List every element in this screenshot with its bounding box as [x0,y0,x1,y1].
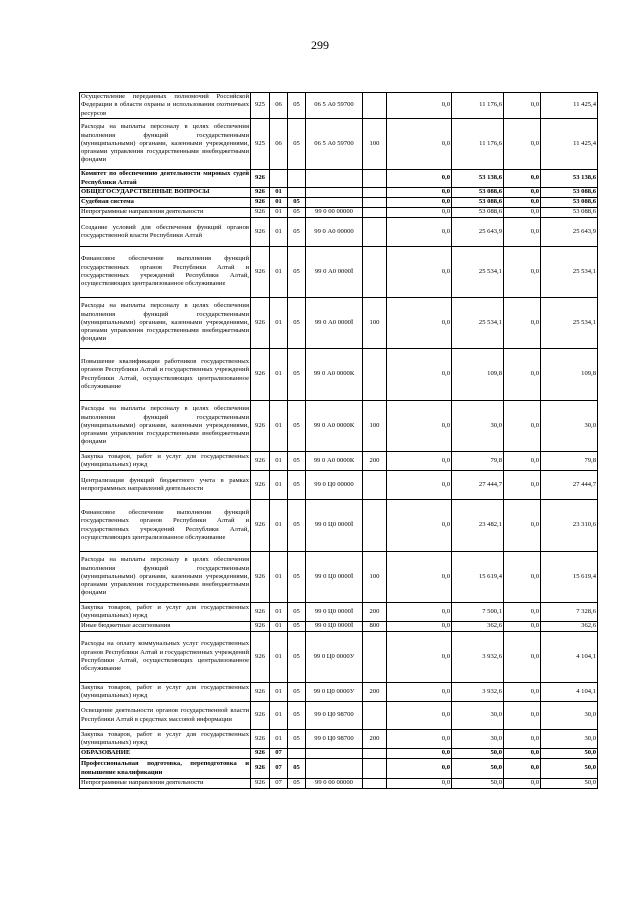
expense-type-cell: 200 [363,730,387,749]
subsection-code-cell: 05 [288,218,306,247]
amount-1-cell: 0,0 [387,452,452,471]
target-article-cell: 99 0 Ц0 0000Ї [306,622,363,632]
amount-3-cell: 0,0 [504,702,541,730]
table-row [80,198,598,208]
grbs-code-cell: 926 [251,500,270,552]
amount-4-cell: 25 534,1 [541,298,598,349]
amount-4-cell: 79,8 [541,452,598,471]
amount-4-cell: 50,0 [541,759,598,779]
table-row [80,208,598,218]
amount-3-cell: 0,0 [504,759,541,779]
section-code-cell: 07 [270,749,288,759]
amount-2-cell: 30,0 [452,401,504,452]
amount-2-cell: 30,0 [452,702,504,730]
amount-3-cell: 0,0 [504,452,541,471]
amount-4-cell: 30,0 [541,730,598,749]
amount-2-cell: 50,0 [452,759,504,779]
section-code-cell: 01 [270,603,288,622]
row-name-cell: Расходы на выплаты персоналу в целях обеспечения выполнения функций государственными (муниципальными) органами, казенными учреждениями, органами управления государственными внебюджетными фондами [80,401,251,452]
grbs-code-cell: 926 [251,170,270,188]
amount-1-cell: 0,0 [387,170,452,188]
row-name-cell: Расходы на выплаты персоналу в целях обеспечения выполнения функций государственными (муниципальными) органами, казенными учреждениями, органами управления государственными внебюджетными фондами [80,552,251,603]
amount-2-cell: 79,8 [452,452,504,471]
subsection-code-cell: 05 [288,471,306,500]
section-code-cell: 01 [270,401,288,452]
amount-2-cell: 53 088,6 [452,208,504,218]
amount-3-cell: 0,0 [504,170,541,188]
amount-1-cell: 0,0 [387,401,452,452]
subsection-code-cell: 05 [288,730,306,749]
grbs-code-cell: 926 [251,208,270,218]
target-article-cell: 06 5 А0 59700 [306,93,363,119]
amount-3-cell: 0,0 [504,471,541,500]
expense-type-cell [363,749,387,759]
row-name-cell: ОБРАЗОВАНИЕ [80,749,251,759]
grbs-code-cell: 926 [251,247,270,298]
row-name-cell: Освещение деятельности органов государственной власти Республики Алтай в средствах массовой информации [80,702,251,730]
expense-type-cell [363,93,387,119]
amount-4-cell: 7 328,6 [541,603,598,622]
budget-table-body [80,93,598,789]
amount-3-cell: 0,0 [504,349,541,401]
amount-3-cell: 0,0 [504,779,541,789]
table-row [80,759,598,779]
target-article-cell: 99 0 А0 0000Ї [306,247,363,298]
amount-4-cell: 53 138,6 [541,170,598,188]
amount-3-cell: 0,0 [504,622,541,632]
amount-4-cell: 50,0 [541,749,598,759]
amount-4-cell: 362,6 [541,622,598,632]
table-row [80,749,598,759]
grbs-code-cell: 925 [251,93,270,119]
row-name-cell: Закупка товаров, работ и услуг для государственных (муниципальных) нужд [80,683,251,702]
amount-1-cell: 0,0 [387,730,452,749]
grbs-code-cell: 926 [251,730,270,749]
amount-4-cell: 30,0 [541,702,598,730]
amount-2-cell: 53 088,6 [452,198,504,208]
table-row [80,349,598,401]
grbs-code-cell: 926 [251,198,270,208]
expense-type-cell [363,208,387,218]
subsection-code-cell [288,749,306,759]
section-code-cell: 07 [270,759,288,779]
row-name-cell: Комитет по обеспечению деятельности мировых судей Республики Алтай [81,170,249,186]
table-row [80,779,598,789]
table-row [80,170,598,188]
section-code-cell: 01 [270,730,288,749]
target-article-cell: 99 0 Ц0 0000Ї [306,552,363,603]
section-code-cell: 01 [270,500,288,552]
amount-2-cell: 3 932,6 [452,632,504,683]
subsection-code-cell: 05 [288,298,306,349]
grbs-code-cell: 926 [251,218,270,247]
target-article-cell [306,759,363,779]
amount-1-cell: 0,0 [387,218,452,247]
section-code-cell: 01 [270,452,288,471]
subsection-code-cell: 05 [288,198,306,208]
subsection-code-cell: 05 [288,452,306,471]
section-code-cell: 01 [270,208,288,218]
amount-4-cell: 109,8 [541,349,598,401]
page-number: 299 [311,38,329,52]
budget-table [79,92,598,789]
expense-type-cell [363,702,387,730]
amount-1-cell: 0,0 [387,702,452,730]
amount-3-cell: 0,0 [504,683,541,702]
table-row [80,93,598,119]
target-article-cell: 99 0 А0 0000Ї [306,298,363,349]
expense-type-cell [363,218,387,247]
amount-2-cell: 7 500,1 [452,603,504,622]
amount-2-cell: 109,8 [452,349,504,401]
amount-4-cell: 50,0 [541,779,598,789]
row-name-cell: ОБЩЕГОСУДАРСТВЕННЫЕ ВОПРОСЫ [80,188,251,198]
grbs-code-cell: 926 [251,298,270,349]
table-row [80,247,598,298]
subsection-code-cell: 05 [288,759,306,779]
table-row [80,119,598,170]
amount-2-cell: 27 444,7 [452,471,504,500]
amount-4-cell: 25 643,9 [541,218,598,247]
expense-type-cell: 100 [363,401,387,452]
row-name-cell: Иные бюджетные ассигнования [80,622,251,632]
section-code-cell: 01 [270,552,288,603]
expense-type-cell: 800 [363,622,387,632]
expense-type-cell [363,500,387,552]
expense-type-cell [363,188,387,198]
target-article-cell: 99 0 А0 0000К [306,349,363,401]
row-name-cell: Непрограммные направления деятельности [80,208,251,218]
amount-1-cell: 0,0 [387,93,452,119]
amount-1-cell: 0,0 [387,603,452,622]
expense-type-cell [363,198,387,208]
target-article-cell: 06 5 А0 59700 [306,119,363,170]
row-name-cell: Закупка товаров, работ и услуг для государственных (муниципальных) нужд [80,730,251,749]
target-article-cell: 99 0 Ц0 98700 [306,730,363,749]
amount-1-cell: 0,0 [387,683,452,702]
table-row [80,218,598,247]
section-code-cell: 01 [270,683,288,702]
amount-1-cell: 0,0 [387,188,452,198]
grbs-code-cell: 926 [251,702,270,730]
target-article-cell: 99 0 Ц0 0000У [306,632,363,683]
amount-1-cell: 0,0 [387,632,452,683]
amount-1-cell: 0,0 [387,247,452,298]
expense-type-cell: 200 [363,603,387,622]
expense-type-cell [363,247,387,298]
grbs-code-cell: 926 [251,471,270,500]
amount-1-cell: 0,0 [387,119,452,170]
grbs-code-cell: 926 [251,759,270,779]
amount-1-cell: 0,0 [387,749,452,759]
table-row [80,188,598,198]
grbs-code-cell: 926 [251,401,270,452]
table-row [80,702,598,730]
amount-3-cell: 0,0 [504,401,541,452]
amount-3-cell: 0,0 [504,93,541,119]
subsection-code-cell: 05 [288,500,306,552]
amount-4-cell: 53 088,6 [541,208,598,218]
amount-4-cell: 23 310,6 [541,500,598,552]
grbs-code-cell: 926 [251,622,270,632]
amount-1-cell: 0,0 [387,759,452,779]
amount-3-cell: 0,0 [504,749,541,759]
expense-type-cell: 200 [363,452,387,471]
amount-1-cell: 0,0 [387,500,452,552]
row-name-cell: Закупка товаров, работ и услуг для государственных (муниципальных) нужд [80,603,251,622]
row-name-cell: Повышение квалификации работников государственных органов Республики Алтай и государственных учреждений Республики Алтай, осуществляющих централизованное обслуживание [80,349,251,401]
grbs-code-cell: 926 [251,349,270,401]
amount-4-cell: 53 088,6 [541,198,598,208]
grbs-code-cell: 926 [251,452,270,471]
amount-2-cell: 30,0 [452,730,504,749]
table-row [80,452,598,471]
row-name-cell: Расходы на выплаты персоналу в целях обеспечения выполнения функций государственными (муниципальными) органами, казенными учреждениями, органами управления государственными внебюджетными фондами [80,298,251,349]
amount-4-cell: 4 104,1 [541,632,598,683]
amount-3-cell: 0,0 [504,208,541,218]
section-code-cell: 01 [270,702,288,730]
row-name-cell: Профессиональная подготовка, переподготовка и повышение квалификации [80,759,251,779]
table-row [80,471,598,500]
amount-2-cell: 15 619,4 [452,552,504,603]
amount-1-cell: 0,0 [387,622,452,632]
expense-type-cell [363,471,387,500]
amount-3-cell: 0,0 [504,500,541,552]
row-name-cell: Судебная система [80,198,251,208]
table-row [80,622,598,632]
section-code-cell: 07 [270,779,288,789]
amount-2-cell: 25 643,9 [452,218,504,247]
target-article-cell [306,170,363,188]
subsection-code-cell [288,170,306,188]
amount-2-cell: 362,6 [452,622,504,632]
section-code-cell: 01 [270,349,288,401]
grbs-code-cell: 926 [251,749,270,759]
target-article-cell: 99 0 Ц0 0000Ї [306,603,363,622]
expense-type-cell: 100 [363,119,387,170]
section-code-cell: 01 [270,247,288,298]
grbs-code-cell: 925 [251,119,270,170]
amount-4-cell: 15 619,4 [541,552,598,603]
amount-3-cell: 0,0 [504,552,541,603]
target-article-cell: 99 0 00 00000 [306,779,363,789]
row-name-cell: Расходы на выплаты персоналу в целях обеспечения выполнения функций государственными (муниципальными) органами, казенными учреждениями, органами управления государственными внебюджетными фондами [80,119,251,170]
row-name-cell: Финансовое обеспечение выполнения функций государственных органов Республики Алтай и государственных учреждений Республики Алтай, осуществляющих централизованное обслуживание [80,247,251,298]
amount-3-cell: 0,0 [504,603,541,622]
expense-type-cell [363,779,387,789]
subsection-code-cell: 05 [288,401,306,452]
subsection-code-cell: 05 [288,349,306,401]
row-name-cell: Расходы на оплату коммунальных услуг государственных органов Республики Алтай и государственных учреждений Республики Алтай, осуществляющих централизованное обслуживание [80,632,251,683]
section-code-cell: 01 [270,198,288,208]
section-code-cell: 01 [270,298,288,349]
subsection-code-cell: 05 [288,93,306,119]
subsection-code-cell: 05 [288,632,306,683]
amount-2-cell: 23 482,1 [452,500,504,552]
expense-type-cell: 100 [363,298,387,349]
amount-4-cell: 53 088,6 [541,188,598,198]
amount-1-cell: 0,0 [387,471,452,500]
amount-2-cell: 11 176,6 [452,93,504,119]
table-row [80,298,598,349]
row-name-cell: Централизация функций бюджетного учета в рамках непрограммных направлений деятельности [80,471,251,500]
target-article-cell: 99 0 А0 0000К [306,401,363,452]
target-article-cell: 99 0 Ц0 00000 [306,471,363,500]
amount-3-cell: 0,0 [504,632,541,683]
amount-1-cell: 0,0 [387,198,452,208]
target-article-cell [306,749,363,759]
amount-2-cell: 53 088,6 [452,188,504,198]
amount-3-cell: 0,0 [504,730,541,749]
table-row [80,500,598,552]
amount-3-cell: 0,0 [504,119,541,170]
amount-2-cell: 25 534,1 [452,298,504,349]
subsection-code-cell: 05 [288,779,306,789]
grbs-code-cell: 926 [251,603,270,622]
row-name-cell: Осуществление переданных полномочий Российской Федерации в области охраны и использования охотничьих ресурсов [81,93,249,117]
table-row [80,552,598,603]
amount-4-cell: 27 444,7 [541,471,598,500]
amount-2-cell: 53 138,6 [452,170,504,188]
section-code-cell: 01 [270,188,288,198]
section-code-cell: 01 [270,471,288,500]
amount-4-cell: 4 104,1 [541,683,598,702]
table-row [80,603,598,622]
expense-type-cell [363,170,387,188]
row-name-cell: Непрограммные направления деятельности [80,779,251,789]
subsection-code-cell: 05 [288,208,306,218]
row-name-cell: Создание условий для обеспечения функций органов государственной власти Республики Алтай [80,218,251,247]
amount-3-cell: 0,0 [504,188,541,198]
grbs-code-cell: 926 [251,779,270,789]
amount-3-cell: 0,0 [504,247,541,298]
grbs-code-cell: 926 [251,188,270,198]
amount-4-cell: 30,0 [541,401,598,452]
amount-1-cell: 0,0 [387,208,452,218]
amount-4-cell: 25 534,1 [541,247,598,298]
target-article-cell: 99 0 А0 0000К [306,452,363,471]
section-code-cell [270,170,288,188]
table-row [80,632,598,683]
subsection-code-cell: 05 [288,552,306,603]
target-article-cell [306,188,363,198]
section-code-cell: 06 [270,119,288,170]
amount-2-cell: 25 534,1 [452,247,504,298]
subsection-code-cell: 05 [288,247,306,298]
table-row [80,730,598,749]
expense-type-cell: 100 [363,552,387,603]
section-code-cell: 01 [270,632,288,683]
expense-type-cell [363,632,387,683]
amount-1-cell: 0,0 [387,298,452,349]
amount-2-cell: 50,0 [452,749,504,759]
amount-1-cell: 0,0 [387,349,452,401]
target-article-cell [306,198,363,208]
expense-type-cell [363,349,387,401]
section-code-cell: 01 [270,218,288,247]
amount-2-cell: 3 932,6 [452,683,504,702]
grbs-code-cell: 926 [251,683,270,702]
amount-1-cell: 0,0 [387,779,452,789]
section-code-cell: 01 [270,622,288,632]
expense-type-cell: 200 [363,683,387,702]
table-row [80,401,598,452]
grbs-code-cell: 926 [251,552,270,603]
row-name-cell: Закупка товаров, работ и услуг для государственных (муниципальных) нужд [80,452,251,471]
section-code-cell: 06 [270,93,288,119]
subsection-code-cell: 05 [288,622,306,632]
target-article-cell: 99 0 00 00000 [306,208,363,218]
amount-3-cell: 0,0 [504,218,541,247]
amount-4-cell: 11 425,4 [541,93,598,119]
subsection-code-cell: 05 [288,702,306,730]
subsection-code-cell [288,188,306,198]
row-name-cell: Финансовое обеспечение выполнения функций государственных органов Республики Алтай и государственных учреждений Республики Алтай, осуществляющих централизованное обслуживание [80,500,251,552]
amount-2-cell: 11 176,6 [452,119,504,170]
table-row [80,683,598,702]
amount-3-cell: 0,0 [504,298,541,349]
expense-type-cell [363,759,387,779]
amount-2-cell: 50,0 [452,779,504,789]
amount-1-cell: 0,0 [387,552,452,603]
subsection-code-cell: 05 [288,603,306,622]
target-article-cell: 99 0 Ц0 0000У [306,683,363,702]
target-article-cell: 99 0 Ц0 0000Ї [306,500,363,552]
amount-4-cell: 11 425,4 [541,119,598,170]
target-article-cell: 99 0 Ц0 98700 [306,702,363,730]
subsection-code-cell: 05 [288,683,306,702]
target-article-cell: 99 0 А0 00000 [306,218,363,247]
subsection-code-cell: 05 [288,119,306,170]
grbs-code-cell: 926 [251,632,270,683]
amount-3-cell: 0,0 [504,198,541,208]
